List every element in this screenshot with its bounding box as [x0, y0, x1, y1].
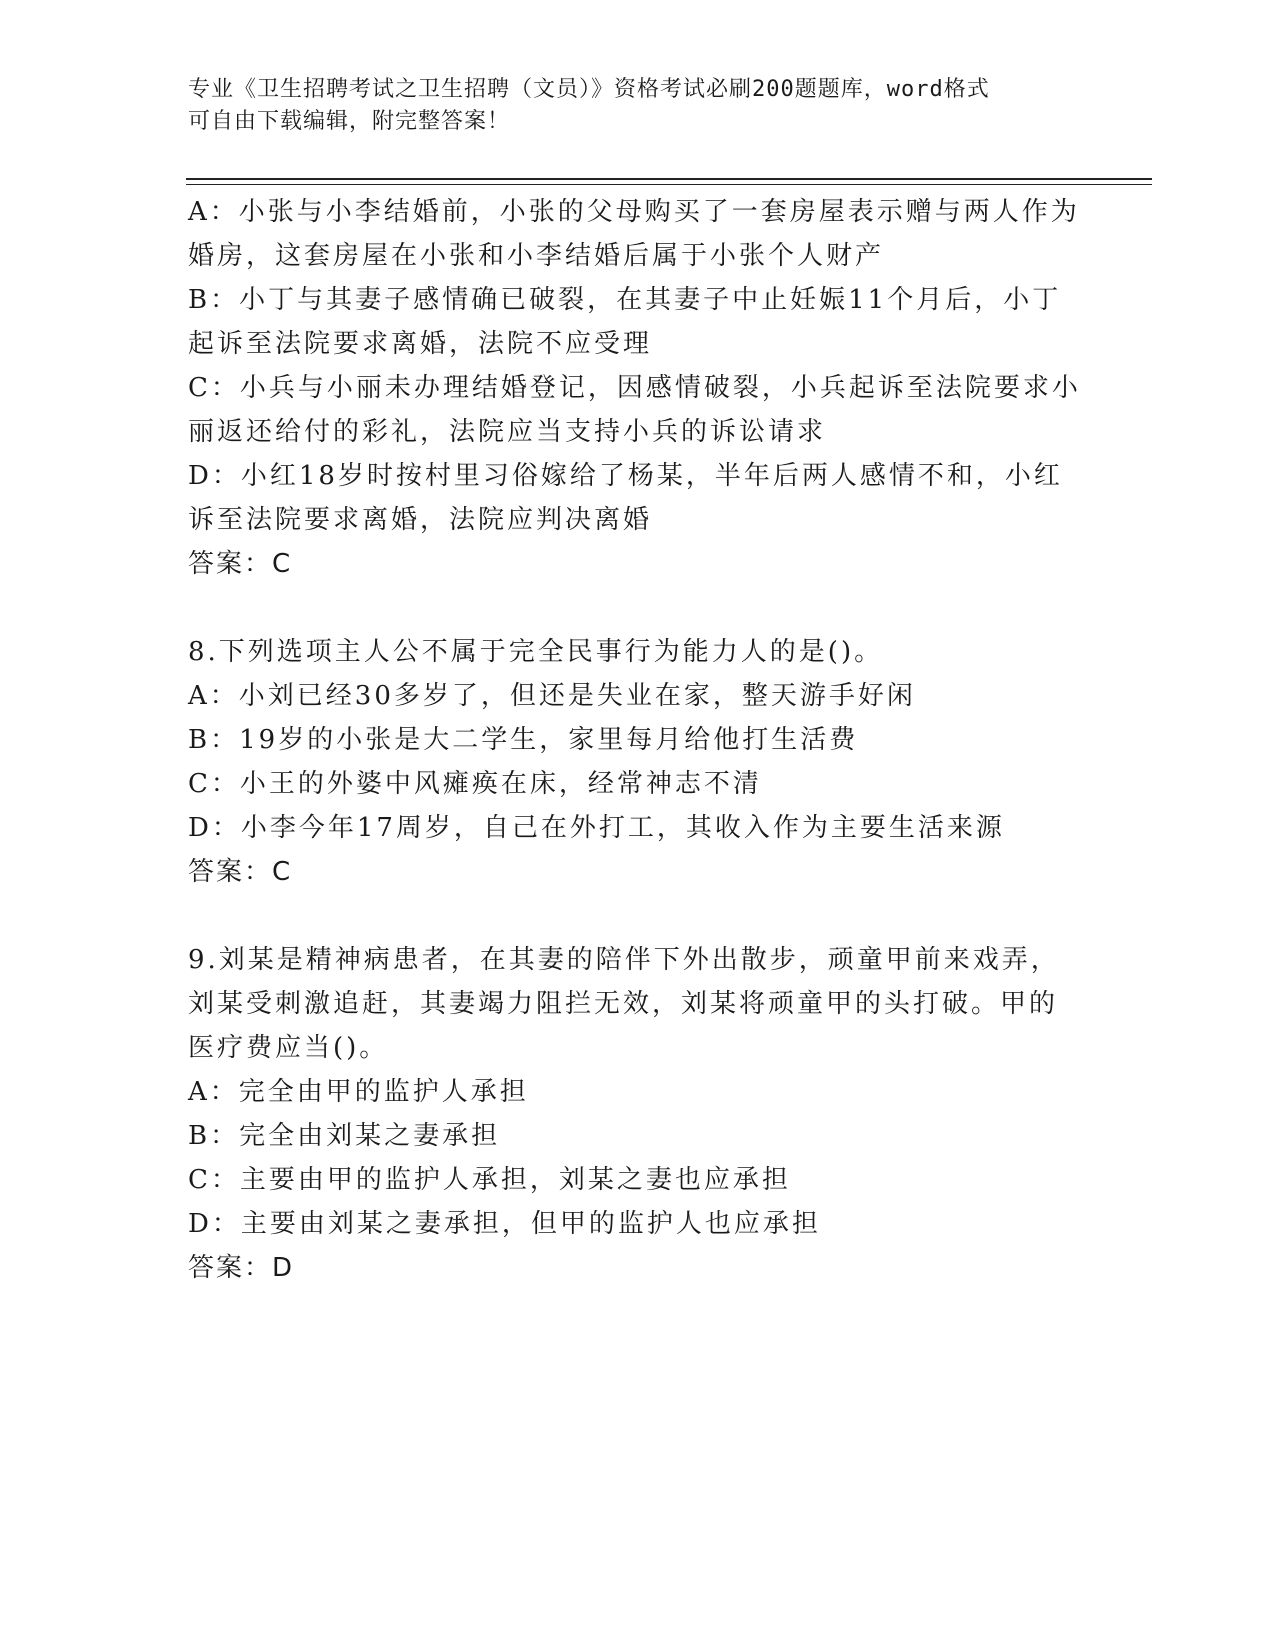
q7-option-a-line2: 婚房，这套房屋在小张和小李结婚后属于小张个人财产 [188, 241, 885, 271]
q7-option-b-line2: 起诉至法院要求离婚，法院不应受理 [188, 329, 653, 359]
q7-option-d-line1: D：小红18岁时按村里习俗嫁给了杨某，半年后两人感情不和，小红 [188, 461, 1063, 491]
q7-option-c-line1: C：小兵与小丽未办理结婚登记，因感情破裂，小兵起诉至法院要求小 [188, 373, 1081, 403]
header-line-2: 可自由下载编辑，附完整答案！ [188, 109, 511, 134]
q7-option-d-line2: 诉至法院要求离婚，法院应判决离婚 [188, 505, 653, 535]
q9-stem-line1: 9.刘某是精神病患者，在其妻的陪伴下外出散步，顽童甲前来戏弄， [188, 945, 1060, 975]
q8-option-a: A：小刘已经30多岁了，但还是失业在家，整天游手好闲 [188, 681, 916, 711]
header-divider [186, 178, 1152, 185]
q8-option-d: D：小李今年17周岁，自己在外打工，其收入作为主要生活来源 [188, 813, 1005, 843]
q8-stem: 8.下列选项主人公不属于完全民事行为能力人的是()。 [188, 637, 884, 667]
header-line-1: 专业《卫生招聘考试之卫生招聘（文员）》资格考试必刷200题题库，word格式 [188, 77, 990, 102]
q9-stem-line3: 医疗费应当()。 [188, 1033, 389, 1063]
q9-option-b: B：完全由刘某之妻承担 [188, 1121, 501, 1151]
q8-answer: 答案：C [188, 857, 293, 887]
q7-option-c-line2: 丽返还给付的彩礼，法院应当支持小兵的诉讼请求 [188, 417, 827, 447]
q9-option-a: A：完全由甲的监护人承担 [188, 1077, 529, 1107]
q9-option-c: C：主要由甲的监护人承担，刘某之妻也应承担 [188, 1165, 791, 1195]
q9-option-d: D：主要由刘某之妻承担，但甲的监护人也应承担 [188, 1209, 821, 1239]
q7-option-b-line1: B：小丁与其妻子感情确已破裂，在其妻子中止妊娠11个月后，小丁 [188, 285, 1062, 315]
q9-stem-line2: 刘某受刺激追赶，其妻竭力阻拦无效，刘某将顽童甲的头打破。甲的 [188, 989, 1059, 1019]
document-header [188, 74, 1068, 138]
q8-option-c: C：小王的外婆中风瘫痪在床，经常神志不清 [188, 769, 762, 799]
q8-option-b: B：19岁的小张是大二学生，家里每月给他打生活费 [188, 725, 859, 755]
q9-answer: 答案：D [188, 1253, 295, 1283]
q7-option-a-line1: A：小张与小李结婚前，小张的父母购买了一套房屋表示赠与两人作为 [188, 197, 1080, 227]
q7-answer: 答案：C [188, 549, 293, 579]
